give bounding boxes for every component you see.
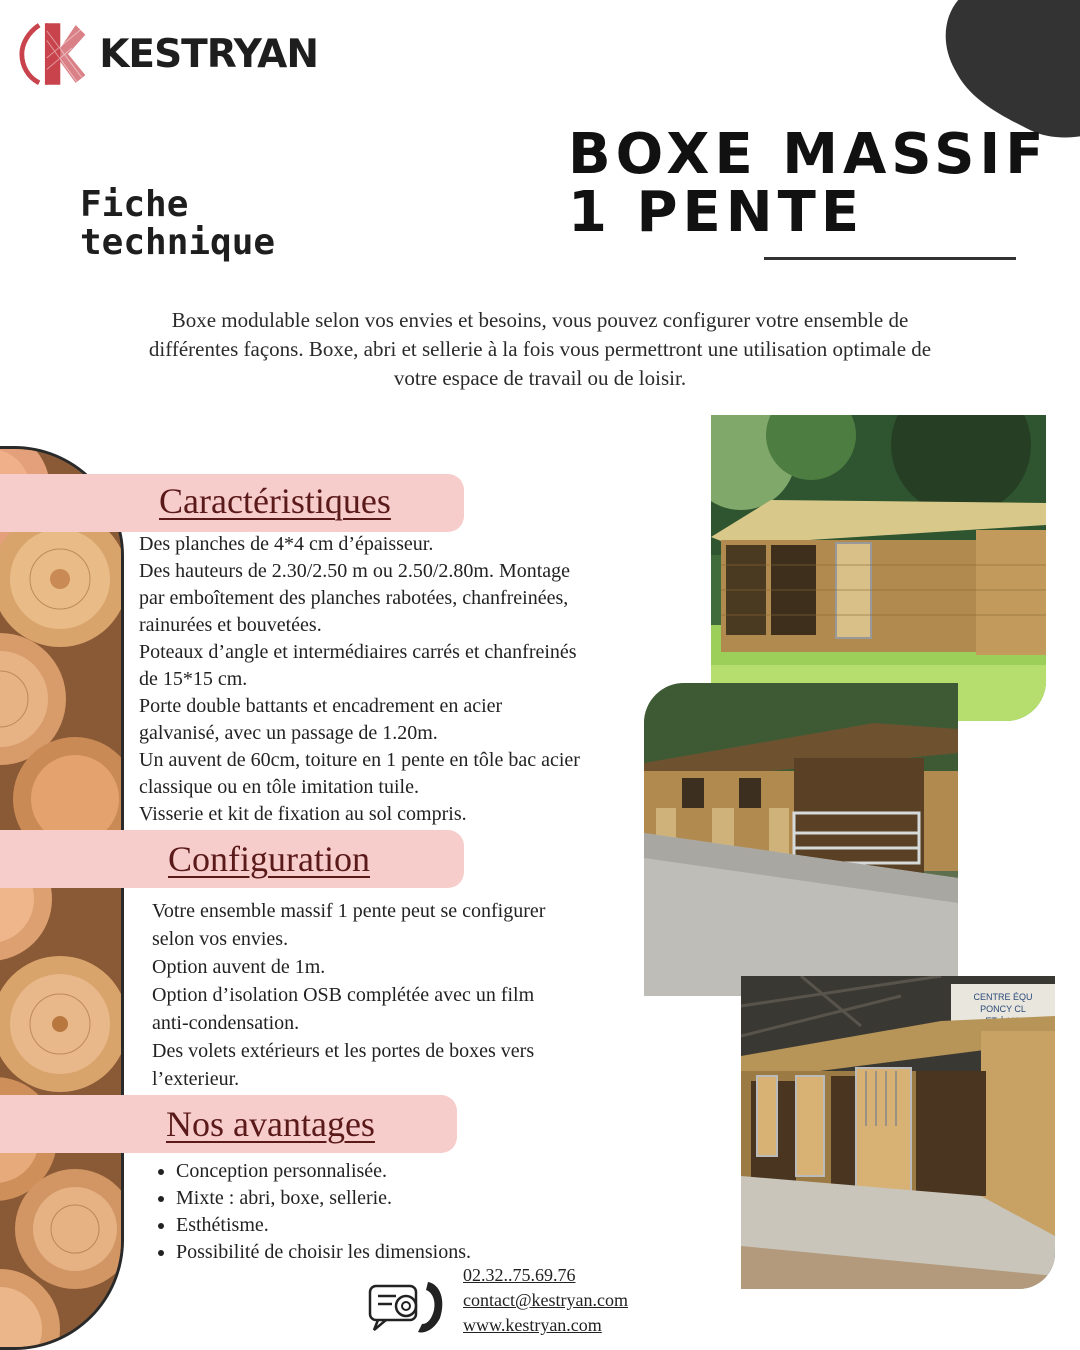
brand-logo — [18, 18, 318, 90]
section-header-configuration — [0, 830, 464, 888]
text-line: Des volets extérieurs et les portes de boxes vers — [152, 1040, 535, 1062]
photo-box-concrete — [644, 683, 958, 996]
section-title-avantages: Nos avantages — [166, 1104, 375, 1144]
photo-box-indoor — [741, 976, 1055, 1289]
section-header-avantages — [0, 1095, 457, 1153]
text-line: Des planches de 4*4 cm d’épaisseur. — [139, 533, 434, 555]
text-line: Visserie et kit de fixation au sol compris. — [139, 803, 467, 825]
page-title — [568, 122, 1049, 245]
text-line: anti-condensation. — [152, 1012, 300, 1034]
text-line: Poteaux d’angle et intermédiaires carrés et chanfreinés — [139, 641, 577, 663]
kestryan-k-logo-icon — [18, 18, 87, 90]
text-line: Option d’isolation OSB complétée avec un film — [152, 984, 535, 1006]
avantages-list — [138, 1158, 471, 1266]
list-item: • Mixte : abri, boxe, sellerie. — [176, 1185, 471, 1212]
text-line: classique ou en tôle imitation tuile. — [139, 776, 419, 798]
subtitle-line-1: Fiche — [80, 184, 189, 225]
website-link[interactable]: www.kestryan.com — [463, 1315, 602, 1335]
sign-line-1: CENTRE ÉQU — [973, 992, 1033, 1002]
text-line: rainurées et bouvetées. — [139, 614, 322, 636]
brand-name: KESTRYAN — [99, 31, 318, 77]
intro-line: Boxe modulable selon vos envies et besoins, vous pouvez configurer votre ensemble de — [171, 308, 909, 332]
phone-link[interactable]: 02.32..75.69.76 — [463, 1265, 576, 1285]
email-link[interactable]: contact@kestryan.com — [463, 1290, 629, 1310]
photo-box-field — [711, 415, 1046, 721]
text-line: de 15*15 cm. — [139, 668, 248, 690]
text-line: galvanisé, avec un passage de 1.20m. — [139, 722, 438, 744]
text-line: Votre ensemble massif 1 pente peut se configurer — [152, 900, 546, 922]
intro-line: votre espace de travail ou de loisir. — [393, 366, 687, 390]
configuration-text — [152, 897, 545, 1093]
sign-line-2: PONCY CL — [980, 1004, 1026, 1014]
text-line: selon vos envies. — [152, 928, 289, 950]
title-line-2: 1 PENTE — [568, 180, 865, 245]
title-line-1: BOXE MASSIF — [568, 122, 1049, 187]
document-subtitle — [80, 186, 275, 262]
text-line: par emboîtement des planches rabotées, chanfreinées, — [139, 587, 569, 609]
text-line: Un auvent de 60cm, toiture en 1 pente en tôle bac acier — [139, 749, 580, 771]
wood-logs-image — [0, 446, 124, 1350]
intro-line: différentes façons. Boxe, abri et sellerie à la fois vous permettront une utilisation optimale de — [148, 337, 932, 361]
contact-block — [463, 1263, 628, 1338]
text-line: l’exterieur. — [152, 1068, 240, 1090]
section-title-configuration: Configuration — [168, 839, 370, 879]
email-phone-icon — [368, 1278, 446, 1336]
intro-paragraph — [90, 306, 990, 393]
text-line: Porte double battants et encadrement en acier — [139, 695, 503, 717]
section-header-caracteristiques — [0, 474, 464, 532]
list-item: • Conception personnalisée. — [176, 1158, 471, 1185]
title-underline — [764, 257, 1016, 260]
list-item: • Esthétisme. — [176, 1212, 471, 1239]
section-title-caracteristiques: Caractéristiques — [159, 481, 391, 521]
subtitle-line-2: technique — [80, 222, 276, 263]
caracteristiques-text — [139, 531, 580, 828]
list-item: • Possibilité de choisir les dimensions. — [176, 1239, 471, 1266]
text-line: Option auvent de 1m. — [152, 956, 326, 978]
text-line: Des hauteurs de 2.30/2.50 m ou 2.50/2.80m. Montage — [139, 560, 571, 582]
